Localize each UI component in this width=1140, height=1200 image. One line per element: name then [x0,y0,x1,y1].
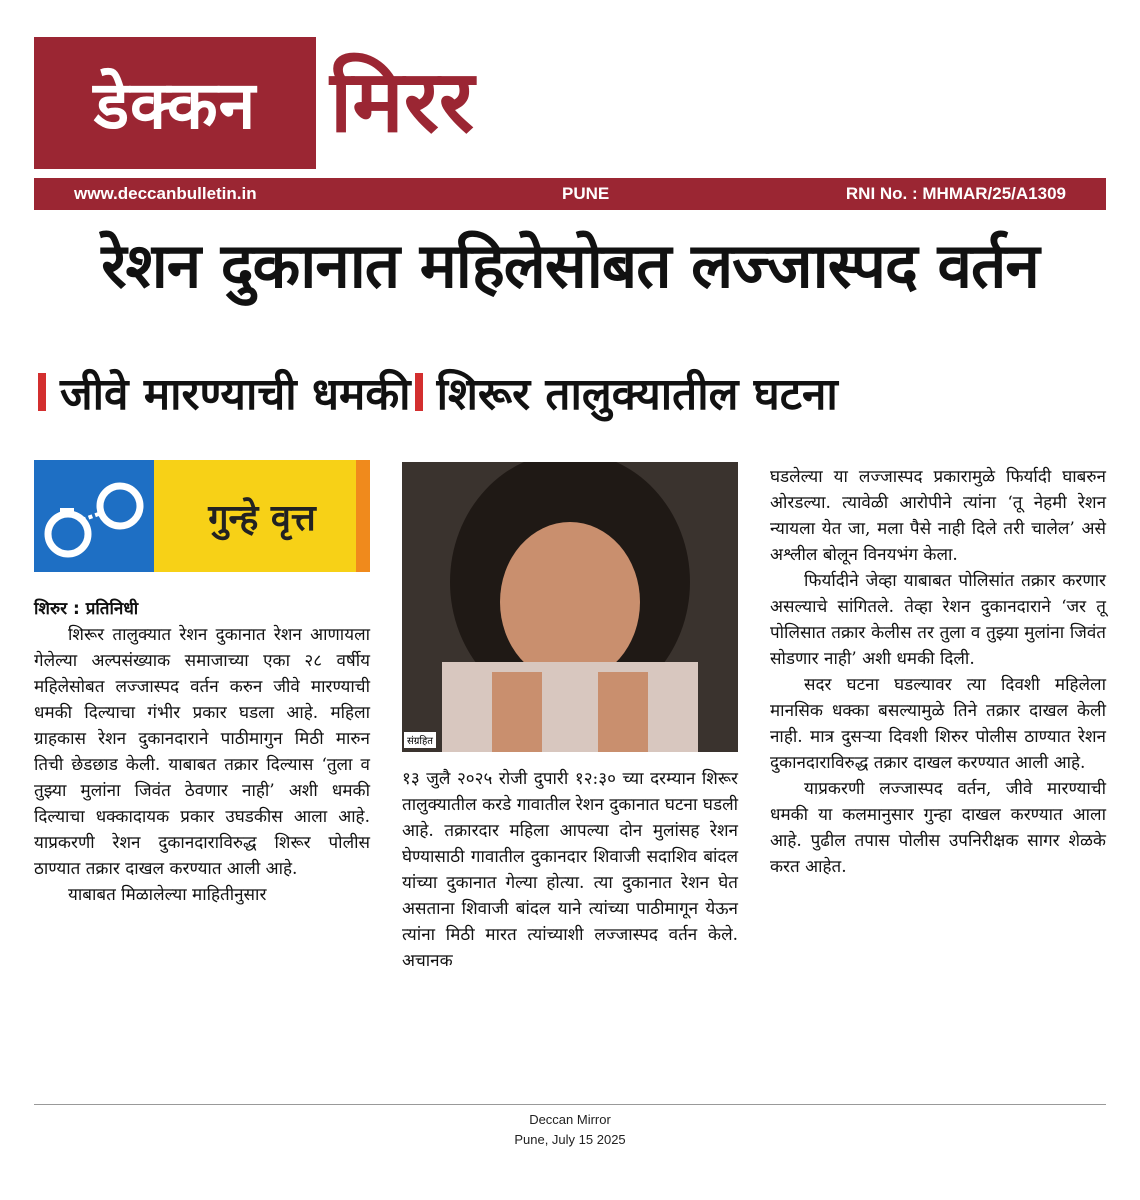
footer [0,1110,1140,1150]
subhead-part-1: जीवे मारण्याची धमकी [60,369,411,420]
section-label-box [154,460,370,572]
masthead-title-right: मिरर [330,52,475,152]
website-link[interactable]: www.deccanbulletin.in [74,184,257,203]
headline: रेशन दुकानात महिलेसोबत लज्जास्पद वर्तन [101,229,1039,302]
masthead-logo-box [34,37,316,169]
info-bar [34,178,1106,210]
article-column-2 [402,766,738,974]
article-paragraph: शिरूर तालुक्यात रेशन दुकानात रेशन आणायला गेलेल्या अल्पसंख्याक समाजाच्या एका २८ वर्षीय महिलेसोबत लज्जास्पद वर्तन करुन जीवे मारण्याची धमकी दिल्याचा गंभीर प्रकार घडला आहे. महिला ग्राहकास रेशन दुकानदाराने पाठीमागुन मिठी मारुन तिची छेडछाड केली. याबाबत तक्रार दिल्यास ‘तुला व तुझ्या मुलांना जिवंत ठेवणार नाही’ अशी धमकी दिल्याचा धक्कादायक प्रकार उघडकीस आला आहे. याप्रकरणी रेशन दुकानदाराविरुद्ध शिरूर पोलीस ठाण्यात तक्रार दाखल करण्यात आली आहे. [34,625,370,879]
section-badge [34,460,370,572]
footer-divider [34,1104,1106,1105]
article-paragraph: फिर्यादीने जेव्हा याबाबत पोलिसांत तक्रार करणार असल्याचे सांगितले. तेव्हा रेशन दुकानदाराने ‘जर तू पोलिसात तक्रार केलीस तर तुला व तुझ्या मुलांना जिवंत सोडणार नाही’ अशी धमकी दिली. [770,571,1106,669]
handcuffs-icon [34,460,154,572]
rni-number: RNI No. : MHMAR/25/A1309 [845,184,1066,203]
article-paragraph: घडलेल्या या लज्जास्पद प्रकारामुळे फिर्यादी घाबरुन ओरडल्या. त्यावेळी आरोपीने त्यांना ‘तू नेहमी रेशन न्यायला येत जा, मला पैसे नाही दिले तरी चालेल’ असे अश्लील बोलून विनयभंग केला. [770,467,1106,565]
footer-dateline: Pune, July 15 2025 [514,1132,626,1147]
article-paragraph: १३ जुलै २०२५ रोजी दुपारी १२:३० च्या दरम्यान शिरूर तालुक्यातील करडे गावातील रेशन दुकानात घटना घडली आहे. तक्रारदार महिला आपल्या दोन मुलांसह रेशन घेण्यासाठी गावातील दुकानदार शिवाजी सदाशिव बांदल यांच्या दुकानात गेल्या होत्या. त्या दुकानात रेशन घेत असताना शिवाजी बांदल याने त्यांच्या पाठीमागून येऊन त्यांना मिठी मारत त्यांच्याशी लज्जास्पद वर्तन केले. अचानक [402,769,738,971]
byline: शिरुर : प्रतिनिधी [34,599,139,619]
subhead-part-2: शिरूर तालुक्यातील घटना [436,369,838,420]
edition-city: PUNE [562,184,610,203]
red-bar-marker [38,373,46,411]
footer-publication: Deccan Mirror [529,1112,611,1127]
red-bar-marker [415,373,423,411]
article-photo [402,462,738,752]
article-column-3 [770,464,1106,880]
masthead-title-left: डेक्कन [93,67,257,144]
article-paragraph: याबाबत मिळालेल्या माहितीनुसार [68,885,267,905]
photo-archive-tag: संग्रहित [404,732,436,748]
article-column-1 [34,596,370,908]
section-label: गुन्हे वृत्त [208,497,316,539]
subheadline [34,362,1106,422]
article-paragraph: सदर घटना घडल्यावर त्या दिवशी महिलेला मानसिक धक्का बसल्यामुळे तिने तक्रार दाखल केली नाही. मात्र दुसऱ्या दिवशी शिरुर पोलीस ठाण्यात रेशन दुकानदाराविरुद्ध तक्रार दाखल करण्यात आली आहे. [770,675,1106,773]
article-paragraph: याप्रकरणी लज्जास्पद वर्तन, जीवे मारण्याची धमकी या कलमानुसार गुन्हा दाखल करण्यात आला आहे. पुढील तपास पोलीस उपनिरीक्षक सागर शेळके करत आहेत. [770,779,1106,877]
